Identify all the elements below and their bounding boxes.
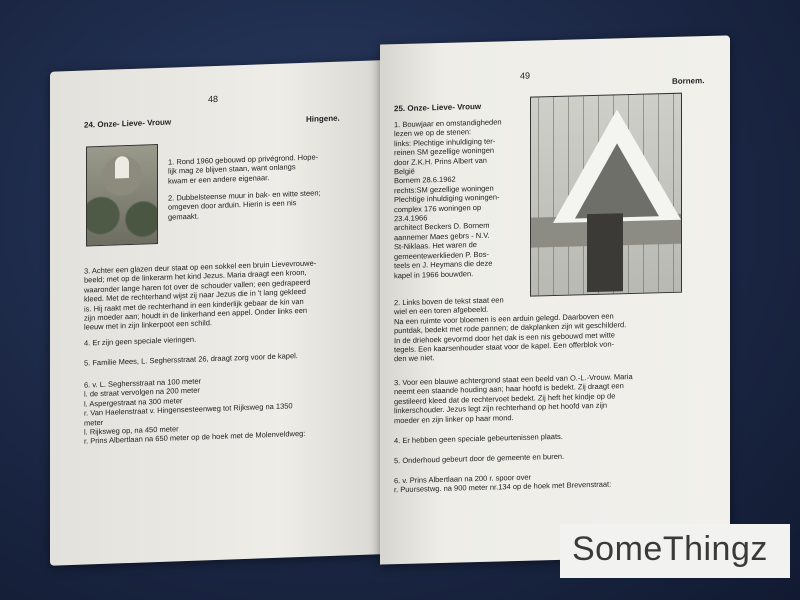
page-title: 25. Onze- Lieve- Vrouw (394, 101, 482, 114)
page-title: 24. Onze- Lieve- Vrouw (84, 117, 172, 130)
page-number: 49 (520, 70, 531, 81)
item-3: 3. Voor een blauwe achtergrond staat een beeld van O.-L.-Vrouw. Maria neemt een staande houding aan; haar hoofd is bedekt. Zij draagt een gestileerd kleed dat de rechtervoet bedekt. Zij heft het kindje op de linkerschouder. Jezus legt zijn rechterhand op het hoofd van zijn moeder en zijn linker op haar mond. (394, 371, 633, 425)
watermark-text: SomeThingz (572, 530, 768, 568)
item-2: 2. Links boven de tekst staat een wiel en een toren afgebeeld. Na een ruimte voor bloemen is een arduin gelegd. Daarboven een puntdak, bedekt met rode pannen; de dakplanken zijn wit geschilderd. In de driehoek gevormd door het dak is een nis gebouwd met witte tegels. Een kaarsenhouder staat voor de kapel. Een offerblok von- den we niet. (394, 295, 627, 364)
item-1: 1. Bouwjaar en omstandigheden lezen we op de stenen: links: Plechtige inhuldiging ter- reinen SM gezellige woningen door Z.K.H. Prins Albert van België Bornem 28.6.1962 rechts:SM gezellige woningen Plechtige inhuldiging woningen- complex 176 woningen op 23.4.1966 architect Beckers D. Bornem aannemer Maes gebrs - N.V. St-Niklaas. Het waren de gemeentewerklieden P. Bos- teels en J. Heymans die deze kapel in 1966 bouwden. (394, 117, 502, 280)
page-number: 48 (208, 93, 219, 105)
item-6: 6. v. L. Seghersstraat na 100 meter l. de straat vervolgen na 200 meter l. Aspergestraat na 300 meter r. Van Haelenstraat v. Hingensesteenweg tot Rijksweg na 1350 meter l. Rijksweg op, na 450 meter r. Prins Albertlaan na 650 meter op de hoek met de Molenveldweg: (84, 376, 306, 447)
place-name: Bornem. (672, 76, 705, 86)
chapel-photo (530, 93, 682, 297)
place-name: Hingene. (306, 113, 340, 124)
item-5: 5. Familie Mees, L. Seghersstraat 26, draagt zorg voor de kapel. (84, 351, 298, 368)
watermark-logo (560, 524, 790, 578)
right-page (380, 35, 730, 564)
chapel-niche (115, 156, 129, 178)
item-2: 2. Dubbelsteense muur in bak- en witte steen; omgeven door arduin. Hierin is een nis gemaakt. (168, 188, 321, 222)
open-booklet (50, 30, 740, 570)
item-1: 1. Rond 1960 gebouwd op privégrond. Hope- lijk mag ze blijven staan, want onlangs kwam er een andere eigenaar. (168, 152, 319, 186)
item-5: 5. Onderhoud gebeurt door de gemeente en buren. (394, 451, 565, 466)
left-page (50, 60, 380, 566)
item-6: 6. v. Prins Albertlaan na 200 r. spoor over r. Puursestwg. na 900 meter nr.134 op de hoek met Brevenstraat: (394, 472, 612, 495)
chapel-photo (86, 144, 158, 247)
item-3: 3. Achter een glazen deur staat op een sokkel een bruin Lievevrouwe- beeld; met op de linkerarm het kind Jezus. Maria draagt een kroon, waaronder lange haren tot over de schouder vallen; een gedrapeerd kleed. Met de rechterhand wijst zij naar Jezus die in 't lang gekleed is. Hij raakt met de rechterhand in een kinderlijk gebaar de kin van zijn moeder aan; houdt in de linkerhand een appel. Onder links een leeuw met in zijn linkerpoot een schild. (84, 258, 317, 333)
item-4: 4. Er hebben geen speciale gebeurtenissen plaats. (394, 431, 563, 446)
item-4: 4. Er zijn geen speciale vieringen. (84, 334, 197, 348)
chapel-niche (575, 142, 659, 218)
chapel-brick-base (587, 213, 623, 292)
